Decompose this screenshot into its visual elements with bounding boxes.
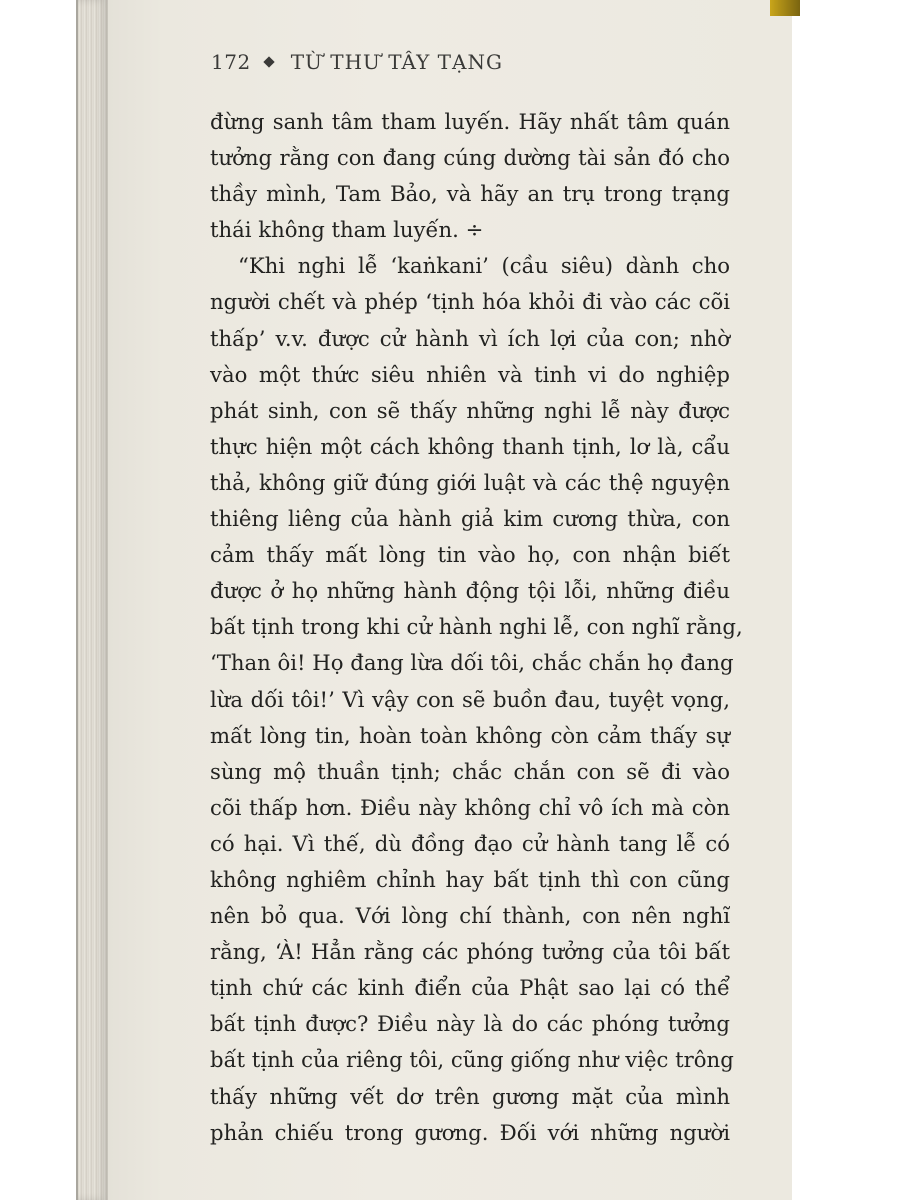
diamond-ornament-icon	[263, 56, 274, 67]
text-line: thầy mình, Tam Bảo, và hãy an trụ trong trạng	[210, 181, 730, 207]
text-line: tưởng rằng con đang cúng dường tài sản đó cho	[210, 145, 730, 171]
body-text	[210, 104, 743, 1151]
text-line: bất tịnh trong khi cử hành nghi lễ, con nghĩ rằng,	[210, 614, 743, 640]
right-margin	[792, 0, 900, 1200]
text-line: thiêng liêng của hành giả kim cương thừa, con	[210, 506, 730, 532]
text-line: bất tịnh của riêng tôi, cũng giống như việc trông	[210, 1047, 734, 1073]
page-number: 172	[211, 50, 251, 74]
text-line: nên bỏ qua. Với lòng chí thành, con nên nghĩ	[210, 903, 730, 929]
text-line: cõi thấp hơn. Điều này không chỉ vô ích mà còn	[210, 794, 730, 820]
running-header	[211, 50, 503, 74]
text-line: phản chiếu trong gương. Đối với những người	[210, 1119, 730, 1145]
text-line: người chết và phép ‘tịnh hóa khỏi đi vào các cõi	[210, 289, 730, 315]
text-line: thấy những vết dơ trên gương mặt của mình	[210, 1083, 730, 1109]
text-line: thực hiện một cách không thanh tịnh, lơ là, cẩu	[210, 433, 730, 459]
text-line: bất tịnh được? Điều này là do các phóng tưởng	[210, 1011, 730, 1037]
page-edges	[78, 0, 108, 1200]
text-line: rằng, ‘À! Hẳn rằng các phóng tưởng của tôi bất	[210, 939, 730, 965]
paragraph-start-line: “Khi nghi lễ ‘kaṅkani’ (cầu siêu) dành cho	[238, 253, 730, 279]
text-line: cảm thấy mất lòng tin vào họ, con nhận biết	[210, 542, 730, 568]
text-line: mất lòng tin, hoàn toàn không còn cảm thấy sự	[210, 722, 730, 748]
text-line: thái không tham luyến. ÷	[210, 217, 484, 243]
text-line: được ở họ những hành động tội lỗi, những điều	[210, 578, 730, 604]
yellow-object-corner	[770, 0, 800, 16]
text-line: ‘Than ôi! Họ đang lừa dối tôi, chắc chắn họ đang	[210, 650, 734, 676]
text-line: phát sinh, con sẽ thấy những nghi lễ này được	[210, 397, 730, 423]
text-line: có hại. Vì thế, dù đồng đạo cử hành tang lễ có	[210, 830, 730, 856]
text-line: sùng mộ thuần tịnh; chắc chắn con sẽ đi vào	[210, 758, 730, 784]
text-line: thấp’ v.v. được cử hành vì ích lợi của con; nhờ	[210, 325, 730, 351]
text-line: không nghiêm chỉnh hay bất tịnh thì con cũng	[210, 866, 730, 892]
text-line: thả, không giữ đúng giới luật và các thệ nguyện	[210, 469, 730, 495]
text-line: lừa dối tôi!’ Vì vậy con sẽ buồn đau, tuyệt vọng,	[210, 686, 730, 712]
text-line: vào một thức siêu nhiên và tinh vi do nghiệp	[210, 361, 730, 387]
text-line: tịnh chứ các kinh điển của Phật sao lại có thể	[210, 975, 730, 1001]
running-title: TỪ THƯ TÂY TẠNG	[290, 50, 503, 74]
text-line: đừng sanh tâm tham luyến. Hãy nhất tâm quán	[210, 109, 730, 134]
